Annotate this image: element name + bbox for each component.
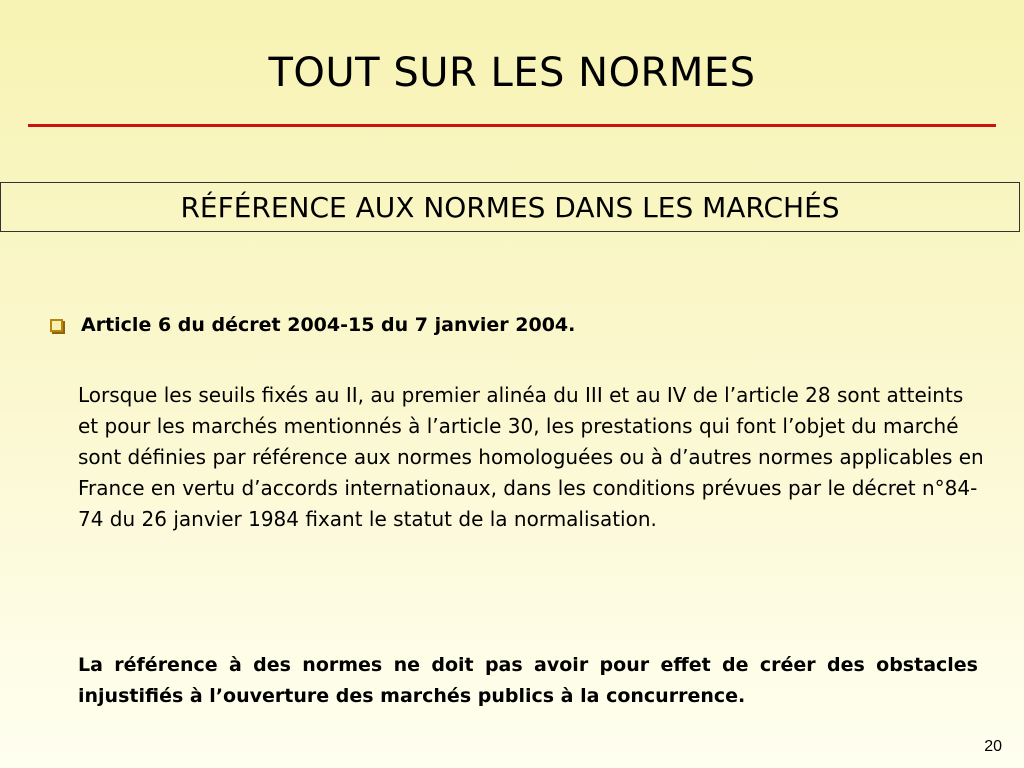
conclusion-text: La référence à des normes ne doit pas avoir pour effet de créer des obstacles injustifiés à l’ouverture des marchés publics à la concurrence.	[78, 654, 978, 707]
article-heading	[50, 314, 575, 336]
subtitle-box	[0, 182, 1020, 232]
title-divider	[28, 124, 996, 127]
article-title: Article 6 du décret 2004-15 du 7 janvier 2004.	[81, 314, 576, 336]
article-body: Lorsque les seuils fixés au II, au premier alinéa du III et au IV de l’article 28 sont atteints et pour les marchés mentionnés à l’article 30, les prestations qui font l’objet du marché sont définies par référence aux normes homologuées ou à d’autres normes applicables en France en vertu d’accords internationaux, dans les conditions prévues par le décret n°84-74 du 26 janvier 1984 fixant le statut de la normalisation.	[78, 383, 984, 531]
square-bullet-icon	[50, 319, 63, 332]
subtitle-text: RÉFÉRENCE AUX NORMES DANS LES MARCHÉS	[180, 190, 840, 224]
page-number: 20	[984, 738, 1002, 755]
slide-title: TOUT SUR LES NORMES	[268, 50, 756, 96]
